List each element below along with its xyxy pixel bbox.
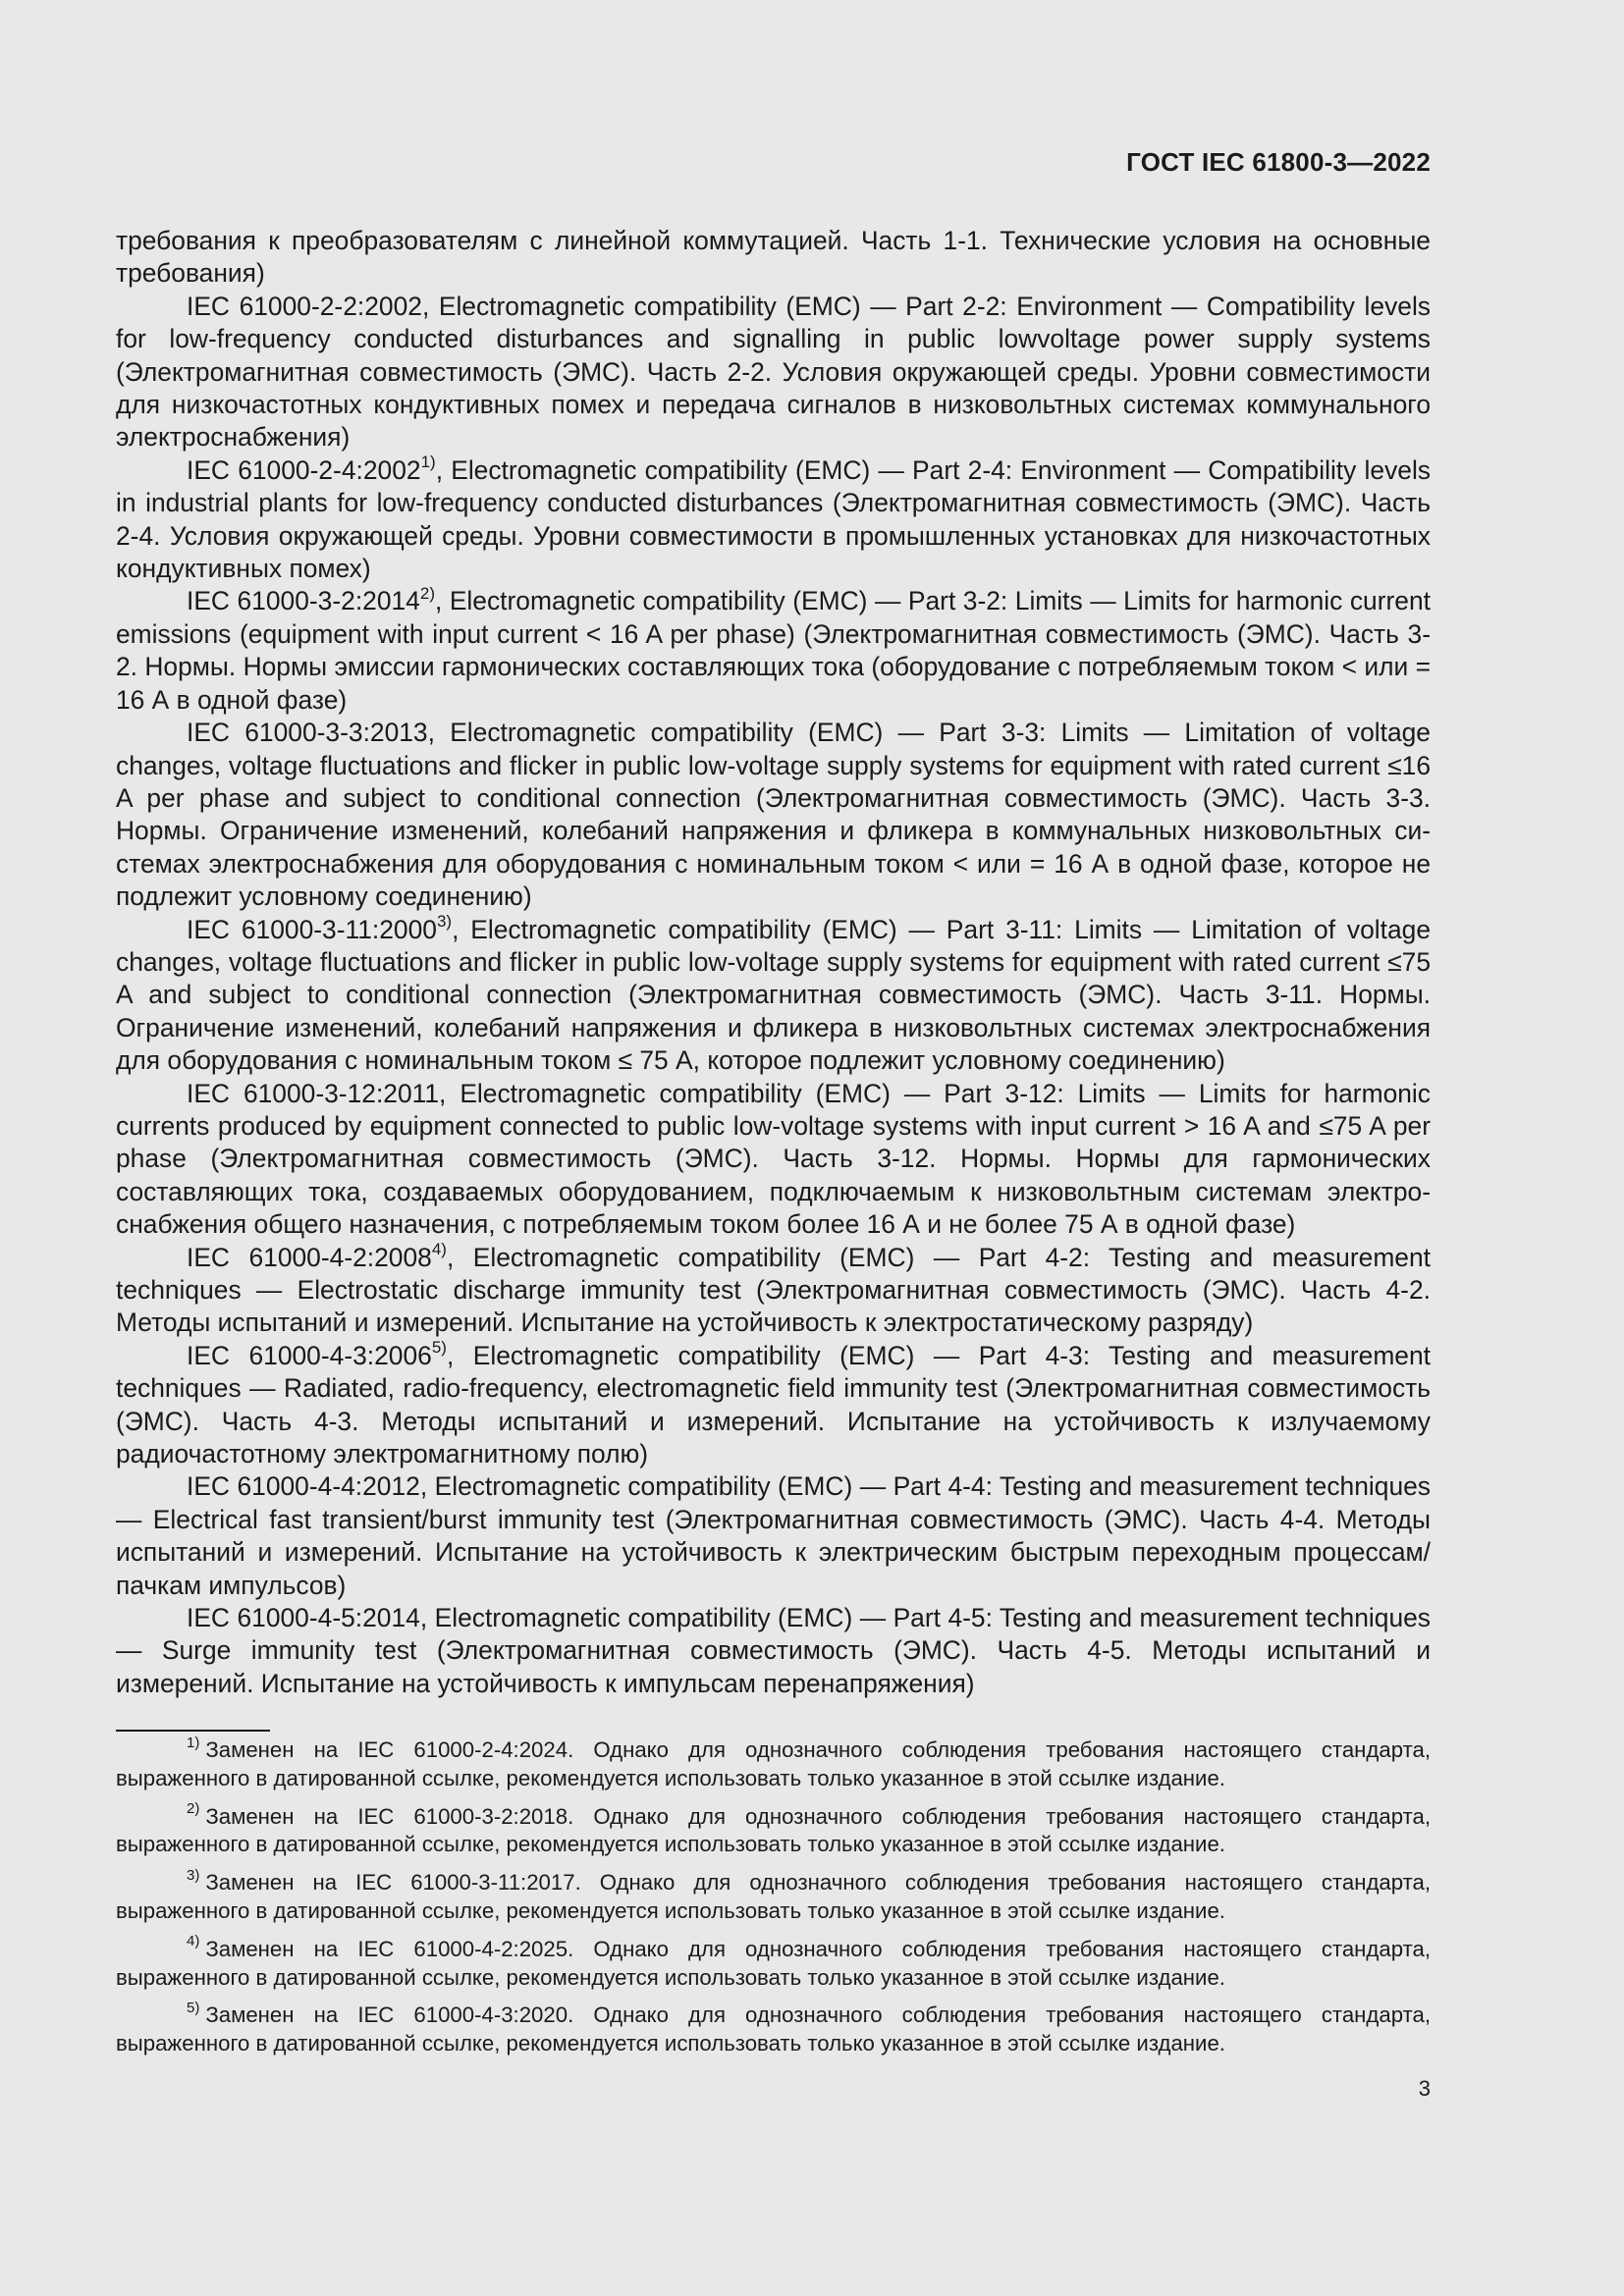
reference-code: IEC 61000-2-2:2002 [187,291,422,321]
footnote-mark[interactable]: 2) [419,583,435,603]
footnotes-section [116,1736,1431,2068]
reference-code: IEC 61000-4-2:2008 [187,1242,432,1272]
footnote-item [116,1866,1431,1926]
reference-title: , Electromagnetic compatibility (EMC) — Part 3-12: Limits — Limits for harmonic currents produced by equipment connected to public low-voltage systems with input current > 16 A and ≤75 A per phase (Электромагнитная совместимость (ЭМС). Часть 3-12. Нормы. Нормы для гармонических составляющих тока, создаваемых оборудованием, подключаемым к низковольтным системам электроснабжения общего назначения, с потребляемым током более 16 А и не более 75 А в одной фазе) [116,1078,1431,1240]
reference-item [116,454,1431,586]
footnote-number: 2) [187,1800,200,1818]
normative-references-body [116,225,1431,1700]
footnote-item [116,1800,1431,1860]
reference-title: , Electromagnetic compatibility (EMC) — Part 2-2: Environment — Compatibility levels for low-frequency conducted disturbances and signalling in public lowvoltage power supply systems (Электромагнитная совместимость (ЭМС). Часть 2-2. Условия окружающей среды. Уровни совместимости для низкочастотных кондуктивных помех и передача сигналов в низковольтных системах коммунального электроснабжения) [116,291,1432,453]
footnote-text: Заменен на IEC 61000-4-3:2020. Однако для однозначного соблюдения требования настоящего стандарта, выраженного в датированной ссылке, рекомендуется использовать только указанное в этой ссылке издание. [116,2002,1431,2056]
footnote-separator [116,1730,270,1732]
footnote-text: Заменен на IEC 61000-4-2:2025. Однако для однозначного соблюдения требования настоящего стандарта, выраженного в датированной ссылке, рекомендуется использовать только указанное в этой ссылке издание. [116,1936,1431,1990]
footnote-mark[interactable]: 5) [431,1338,447,1358]
reference-item [116,1340,1431,1471]
continuation-paragraph: требования к преобразователям с линейной коммутацией. Часть 1-1. Технические условия на основные требования) [116,226,1431,289]
reference-item [116,291,1431,454]
reference-item [116,717,1431,913]
reference-code: IEC 61000-3-11:2000 [187,914,437,944]
reference-code: IEC 61000-3-12:2011 [187,1078,440,1108]
reference-code: IEC 61000-4-4:2012 [187,1471,420,1502]
reference-title: , Electromagnetic compatibility (EMC) — Part 4-5: Testing and measurement techniques — Surge immunity test (Электромагнитная совместимость (ЭМС). Часть 4-5. Методы испытаний и измерений. Испытание на устойчивость к импульсам перенапряжения) [116,1603,1431,1698]
reference-title: , Electromagnetic compatibility (EMC) — Part 4-2: Testing and measurement techniques — Electrostatic discharge immunity test (Электромагнитная совместимость (ЭМС). Часть 4-2. Методы испытаний и измерений. Испытание на устойчивость к электростатическому разряду) [116,1242,1431,1338]
reference-title: , Electromagnetic compatibility (EMC) — Part 2-4: Environment — Compatibility levels in industrial plants for low-frequency conducted disturbances (Электромагнитная совместимость (ЭМС). Часть 2-4. Условия окружающей среды. Уровни совместимости в промышленных установках для низкочастотных кондуктивных помех) [116,454,1432,584]
reference-item [116,1470,1431,1602]
footnote-item [116,1736,1431,1793]
footnote-mark[interactable]: 3) [436,911,453,931]
reference-title: , Electromagnetic compatibility (EMC) — Part 3-2: Limits — Limits for harmonic current emissions (equipment with input current < 16 A per phase) (Электромагнитная совместимость (ЭМС). Часть 3-2. Нормы. Нормы эмиссии гармонических составляющих тока (оборудование с потребляемым током < или = 16 А в одной фазе) [116,586,1431,715]
footnote-text: Заменен на IEC 61000-3-11:2017. Однако для однозначного соблюдения требования настоящего стандарта, выраженного в датированной ссылке, рекомендуется использовать только указанное в этой ссылке издание. [116,1870,1431,1923]
reference-code: IEC 61000-4-3:2006 [187,1340,432,1370]
reference-code: IEC 61000-2-4:2002 [187,454,421,485]
reference-item [116,911,1431,1078]
footnote-mark[interactable]: 1) [420,453,436,472]
footnote-number: 1) [187,1734,200,1751]
footnote-number: 3) [187,1866,200,1884]
footnote-text: Заменен на IEC 61000-3-2:2018. Однако для однозначного соблюдения требования настоящего стандарта, выраженного в датированной ссылке, рекомендуется использовать только указанное в этой ссылке издание. [116,1803,1431,1857]
reference-code: IEC 61000-4-5:2014 [187,1603,420,1633]
reference-title: , Electromagnetic compatibility (EMC) — Part 3-3: Limits — Limitation of voltage changes, voltage fluctuations and flicker in public low-voltage supply systems for equipment with rated current ≤16 A per phase and subject to conditional connection (Электромагнитная совместимость (ЭМС). Часть 3-3. Нормы. Ограничение изменений, колебаний напряжения и фликера в коммунальных низковольтных системах электроснабжения для оборудования с номинальным током < или = 16 А в одной фазе, которое не подлежит условному соединению) [116,718,1431,912]
footnote-number: 5) [187,1999,200,2016]
reference-item [116,1078,1431,1242]
page-header-standard-code: ГОСТ IEC 61800-3—2022 [1126,147,1431,177]
footnote-mark[interactable]: 4) [431,1239,447,1258]
footnote-item [116,1933,1431,1993]
reference-code: IEC 61000-3-2:2014 [187,586,420,616]
reference-item [116,1239,1431,1340]
reference-title: , Electromagnetic compatibility (EMC) — Part 4-4: Testing and measurement techniques — Electrical fast transient/burst immunity test (Электромагнитная совместимость (ЭМС). Часть 4-4. Методы испытаний и измерений. Испытание на устойчивость к электрическим быстрым переходным процессам/пачкам импульсов) [116,1471,1431,1600]
page-number: 3 [1418,2076,1431,2101]
reference-item [116,1602,1431,1700]
reference-code: IEC 61000-3-3:2013 [187,718,428,748]
footnote-item [116,1999,1431,2058]
footnote-text: Заменен на IEC 61000-2-4:2024. Однако для однозначного соблюдения требования настоящего стандарта, выраженного в датированной ссылке, рекомендуется использовать только указанное в этой ссылке издание. [116,1737,1431,1790]
footnote-number: 4) [187,1933,200,1950]
reference-title: , Electromagnetic compatibility (EMC) — Part 3-11: Limits — Limitation of voltage changes, voltage fluctuations and flicker in public low-voltage supply systems for equipment with rated current ≤75 A and subject to conditional connection (Электромагнитная совместимость (ЭМС). Часть 3-11. Нормы. Ограничение изменений, колебаний напряжения и фликера в низковольтных системах электроснабжения для оборудования с номинальным током ≤ 75 А, которое подлежит условному соединению) [116,914,1431,1076]
reference-title: , Electromagnetic compatibility (EMC) — Part 4-3: Testing and measurement techniques — Radiated, radio-frequency, electromagnetic field immunity test (Электромагнитная совместимость (ЭМС). Часть 4-3. Методы испытаний и измерений. Испытание на устойчивость к излучаемому радиочастотному электромагнитному полю) [116,1340,1431,1469]
reference-item [116,585,1431,717]
